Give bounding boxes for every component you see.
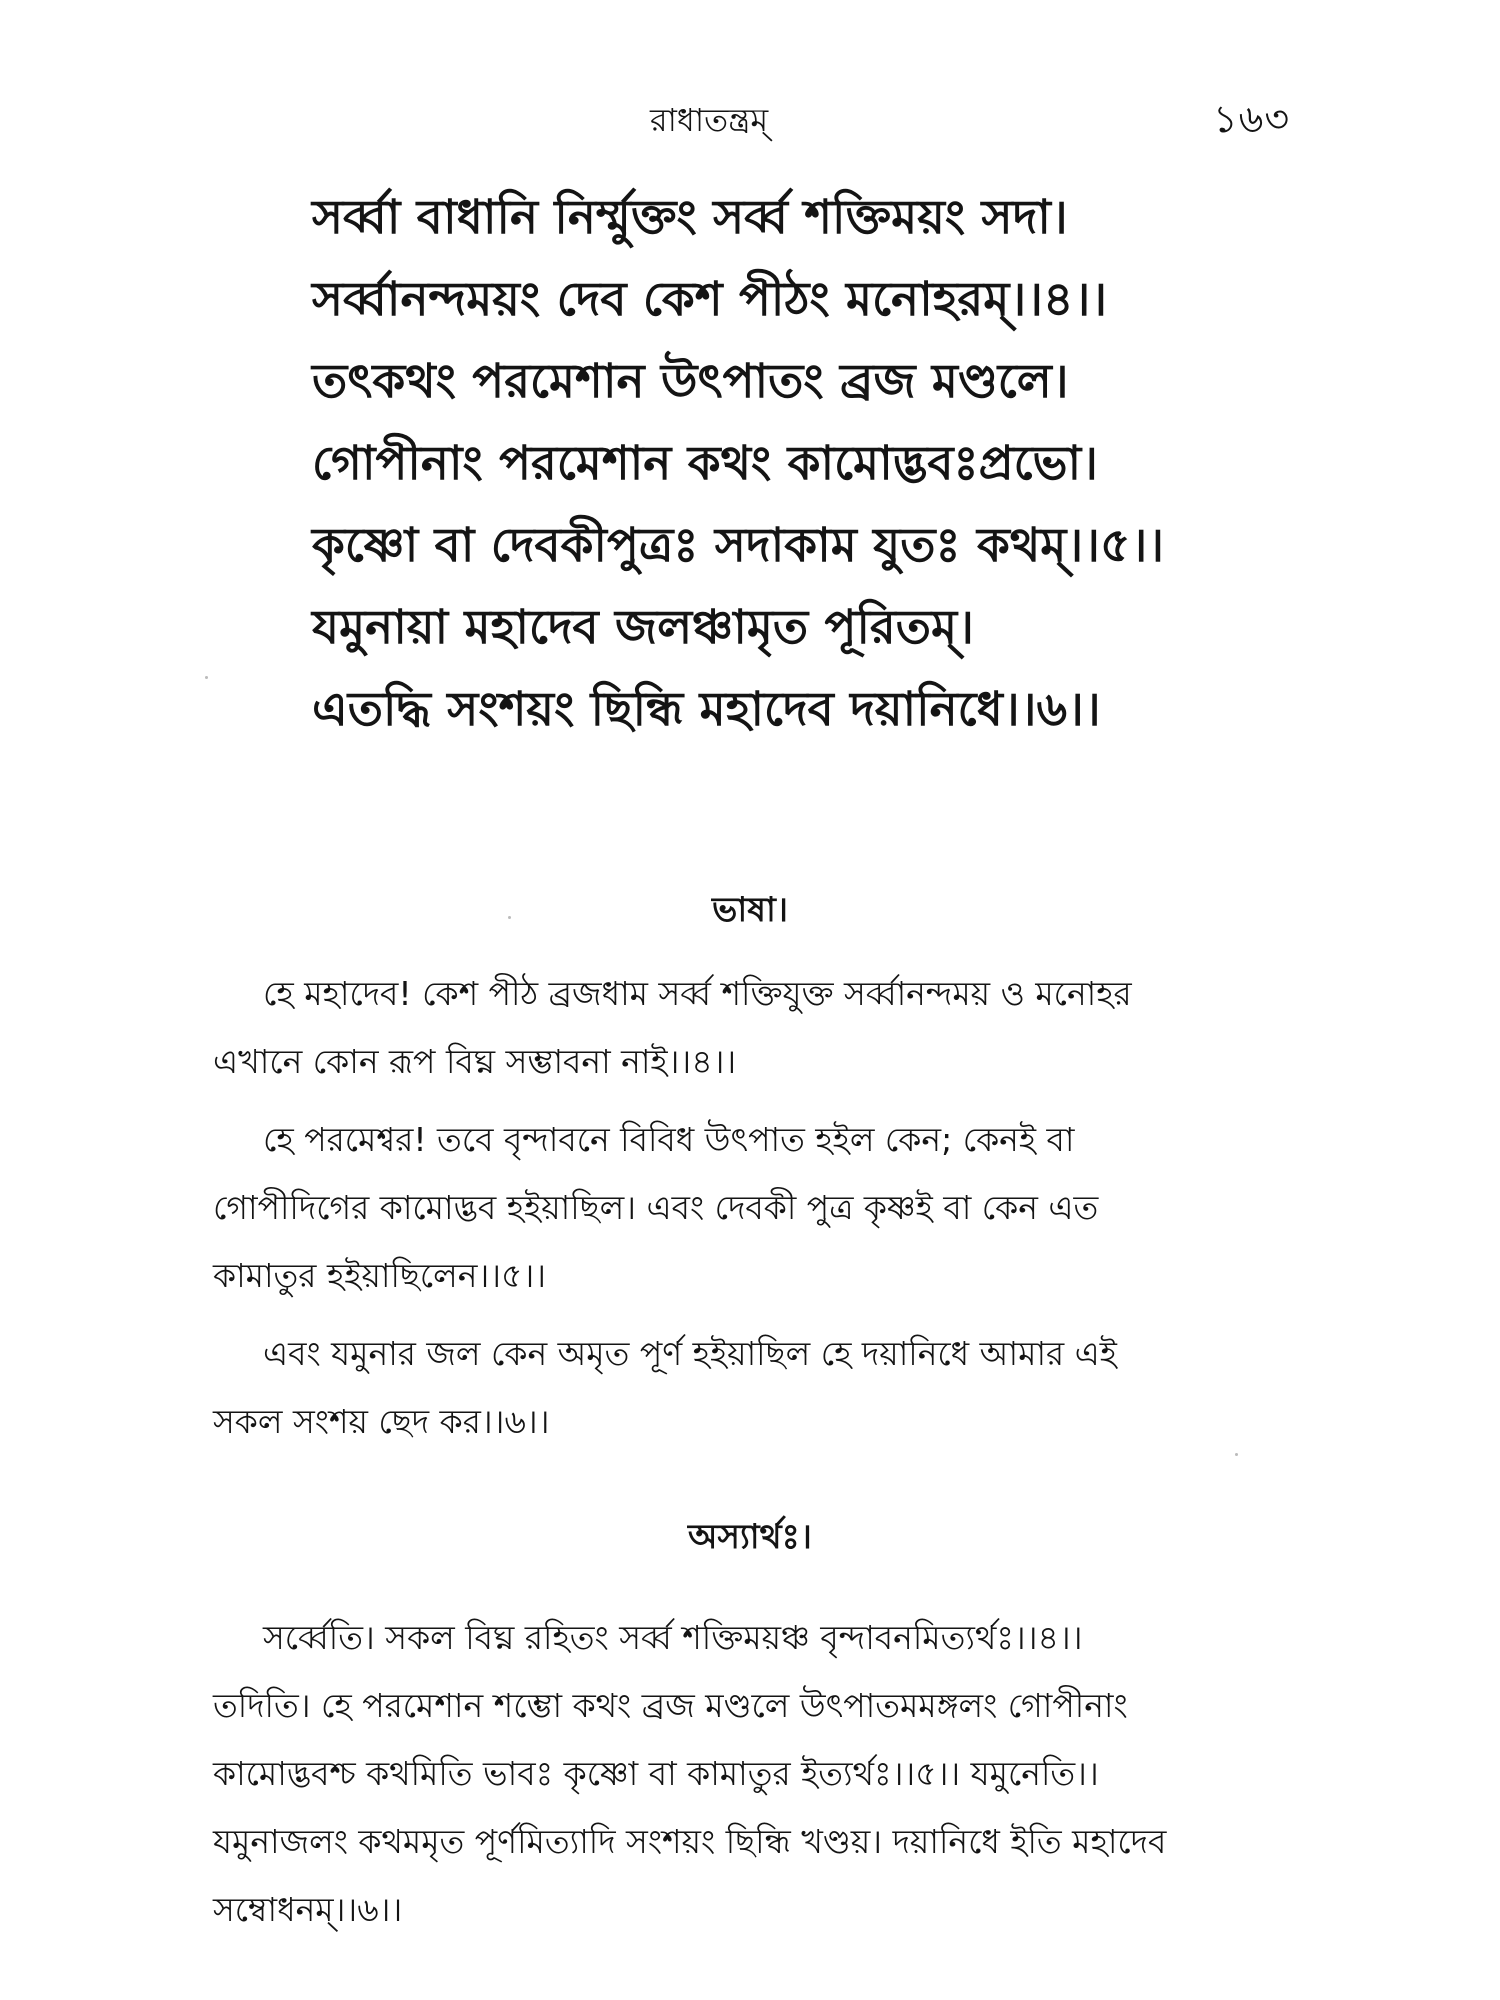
prose-line: কামোদ্ভবশ্চ কথমিতি ভাবঃ কৃষ্ণো বা কামাতুর ইত্যর্থঃ।।৫।। যমুনেতি।।	[213, 1754, 1099, 1793]
page-number: ১৬৩	[1213, 97, 1291, 141]
paper-speck	[1235, 1453, 1238, 1456]
prose-line: সম্বোধনম্।।৬।।	[213, 1890, 403, 1929]
prose-line: যমুনাজলং কথমমৃত পূর্ণমিত্যাদি সংশয়ং ছিন্ধি খণ্ডয়। দয়ানিধে ইতি মহাদেব	[213, 1822, 1167, 1861]
sanskrit-verses	[312, 177, 1412, 751]
prose-line: হে পরমেশ্বর! তবে বৃন্দাবনে বিবিধ উৎপাত হইল কেন; কেনই বা	[263, 1120, 1075, 1159]
running-title: রাধাতন্ত্রম্	[650, 101, 769, 139]
verse-line: তৎকথং পরমেশান উৎপাতং ব্রজ মণ্ডলে।	[312, 354, 1069, 409]
verse-line: যমুনায়া মহাদেব জলঞ্চামৃত পূরিতম্।	[312, 600, 974, 655]
prose-line: গোপীদিগের কামোদ্ভব হইয়াছিল। এবং দেবকী পুত্র কৃষ্ণই বা কেন এত	[213, 1188, 1099, 1227]
paragraph-gap	[213, 1096, 1293, 1106]
prose-line: এবং যমুনার জল কেন অমৃত পূর্ণ হইয়াছিল হে দয়ানিধে আমার এই	[263, 1334, 1117, 1373]
asyartha-commentary	[213, 1604, 1293, 1944]
bhasha-paragraph	[213, 1106, 1293, 1310]
paragraph-gap	[213, 1310, 1293, 1320]
paper-speck	[508, 916, 511, 919]
prose-line: সর্ব্বেতি। সকল বিঘ্ন রহিতং সর্ব্ব শক্তিময়ঞ্চ বৃন্দাবনমিত্যর্থঃ।।৪।।	[263, 1618, 1083, 1657]
bhasha-heading: ভাষা।	[712, 890, 788, 930]
prose-line: হে মহাদেব! কেশ পীঠ ব্রজধাম সর্ব্ব শক্তিযুক্ত সর্ব্বানন্দময় ও মনোহর	[263, 974, 1132, 1013]
asyartha-heading: অস্যার্থঃ।	[688, 1517, 812, 1557]
prose-line: সকল সংশয় ছেদ কর।।৬।।	[213, 1402, 550, 1441]
verse-line: কৃষ্ণো বা দেবকীপুত্রঃ সদাকাম যুতঃ কথম্।।৫।।	[312, 518, 1165, 573]
bhasha-paragraph	[213, 1320, 1293, 1456]
bhasha-translation	[213, 960, 1293, 1456]
prose-line: কামাতুর হইয়াছিলেন।।৫।।	[213, 1256, 547, 1295]
verse-line: গোপীনাং পরমেশান কথং কামোদ্ভবঃপ্রভো।	[312, 436, 1098, 491]
verse-line: এতদ্ধি সংশয়ং ছিন্ধি মহাদেব দয়ানিধে।।৬।।	[312, 682, 1101, 737]
paper-speck	[205, 676, 208, 679]
prose-line: তদিতি। হে পরমেশান শম্ভো কথং ব্রজ মণ্ডলে উৎপাতমমঙ্গলং গোপীনাং	[213, 1686, 1128, 1725]
verse-line: সর্ব্বা বাধানি নির্ম্মুক্তং সর্ব্ব শক্তিময়ং সদা।	[312, 190, 1068, 245]
prose-line: এখানে কোন রূপ বিঘ্ন সম্ভাবনা নাই।।৪।।	[213, 1042, 737, 1081]
bhasha-paragraph	[213, 960, 1293, 1096]
verse-line: সর্ব্বানন্দময়ং দেব কেশ পীঠং মনোহরম্।।৪।।	[312, 272, 1108, 327]
